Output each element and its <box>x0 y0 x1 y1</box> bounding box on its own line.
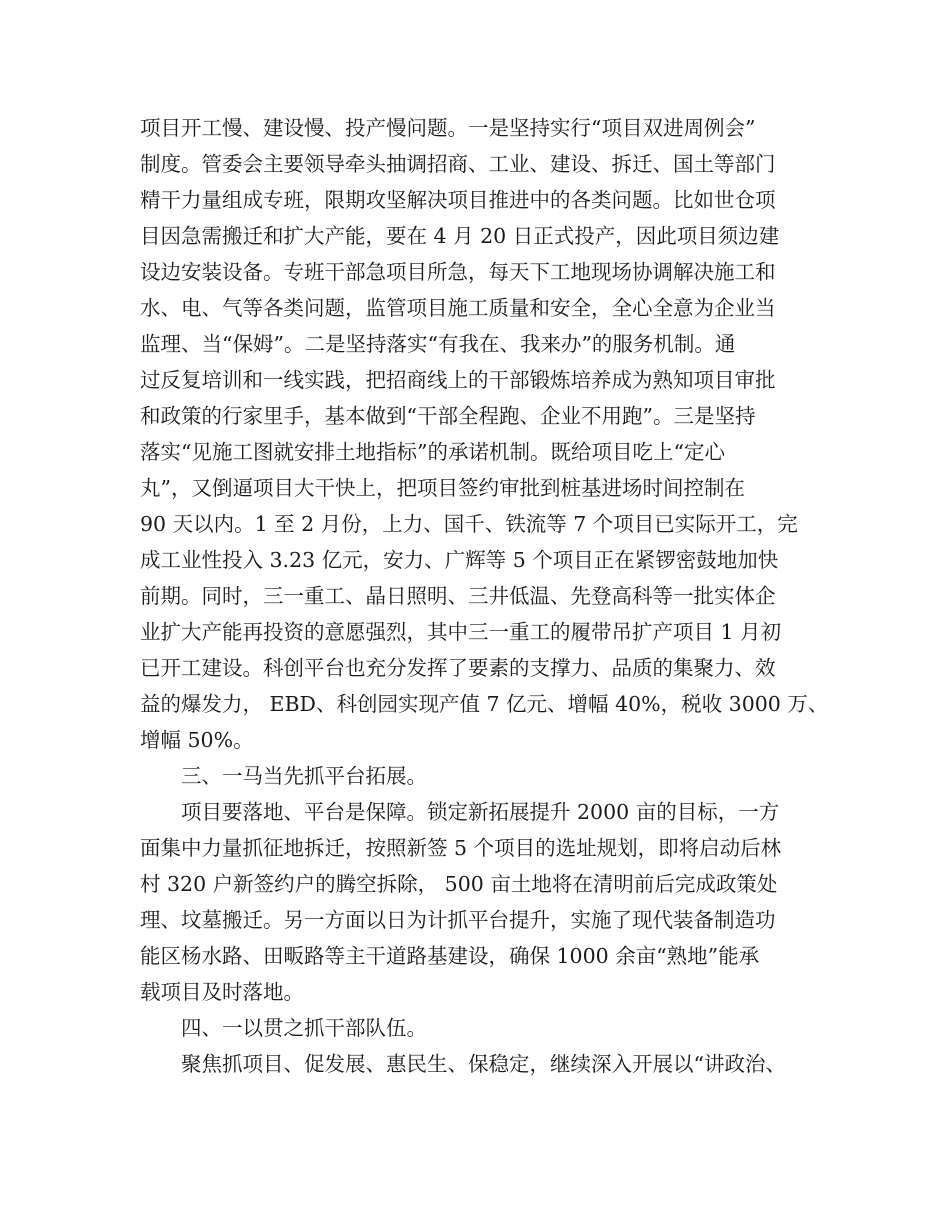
text-line: 成工业性投入 3.23 亿元，安力、广辉等 5 个项目正在紧锣密鼓地加快 <box>140 548 779 572</box>
text-line: 过反复培训和一线实践，把招商线上的干部锻炼培养成为熟知项目审批 <box>140 368 776 392</box>
text-line: 增幅 50%。 <box>140 728 254 752</box>
text-line: 业扩大产能再投资的意愿强烈，其中三一重工的履带吊扩产项目 1 月初 <box>140 620 782 644</box>
text-line: 90 天以内。1 至 2 月份，上力、国千、铁流等 7 个项目已实际开工，完 <box>140 512 798 536</box>
text-line: 前期。同时，三一重工、晶日照明、三井低温、先登高科等一批实体企 <box>140 584 776 608</box>
text-line: 能区杨水路、田畈路等主干道路基建设，确保 1000 余亩“熟地”能承 <box>140 944 760 968</box>
text-line: 聚焦抓项目、促发展、惠民生、保稳定，继续深入开展以“讲政治、 <box>181 1052 786 1076</box>
text-line: 项目要落地、平台是保障。锁定新拓展提升 2000 亩的目标，一方 <box>181 800 780 824</box>
text-line: 丸”，又倒逼项目大干快上，把项目签约审批到桩基进场时间控制在 <box>140 476 745 500</box>
text-line: 和政策的行家里手，基本做到“干部全程跑、企业不用跑”。三是坚持 <box>140 404 756 428</box>
text-line: 制度。管委会主要领导牵头抽调招商、工业、建设、拆迁、国土等部门 <box>140 152 776 176</box>
text-line: 目因急需搬迁和扩大产能，要在 4 月 20 日正式投产，因此项目须边建 <box>140 224 780 248</box>
text-line: 项目开工慢、建设慢、投产慢问题。一是坚持实行“项目双进周例会” <box>140 116 756 140</box>
section-heading: 三、一马当先抓平台拓展。 <box>181 764 427 788</box>
section-heading: 四、一以贯之抓干部队伍。 <box>181 1016 427 1040</box>
text-line: 载项目及时落地。 <box>140 980 304 1004</box>
text-line: 水、电、气等各类问题，监管项目施工质量和安全，全心全意为企业当 <box>140 296 776 320</box>
text-line: 精干力量组成专班，限期攻坚解决项目推进中的各类问题。比如世仓项 <box>140 188 776 212</box>
text-line: 设边安装设备。专班干部急项目所急，每天下工地现场协调解决施工和 <box>140 260 776 284</box>
text-line: 落实“见施工图就安排土地指标”的承诺机制。既给项目吃上“定心 <box>140 440 725 464</box>
text-line: 理、坟墓搬迁。另一方面以日为计抓平台提升，实施了现代装备制造功 <box>140 908 776 932</box>
text-line: 面集中力量抓征地拆迁，按照新签 5 个项目的选址规划，即将启动后林 <box>140 836 782 860</box>
text-line: 监理、当“保姆”。二是坚持落实“有我在、我来办”的服务机制。通 <box>140 332 736 356</box>
body-text <box>140 110 830 1082</box>
text-line: 村 320 户新签约户的腾空拆除， 500 亩土地将在清明前后完成政策处 <box>140 872 778 896</box>
text-line: 已开工建设。科创平台也充分发挥了要素的支撑力、品质的集聚力、效 <box>140 656 776 680</box>
text-line: 益的爆发力， EBD、科创园实现产值 7 亿元、增幅 40%，税收 3000 万、 <box>140 692 829 716</box>
